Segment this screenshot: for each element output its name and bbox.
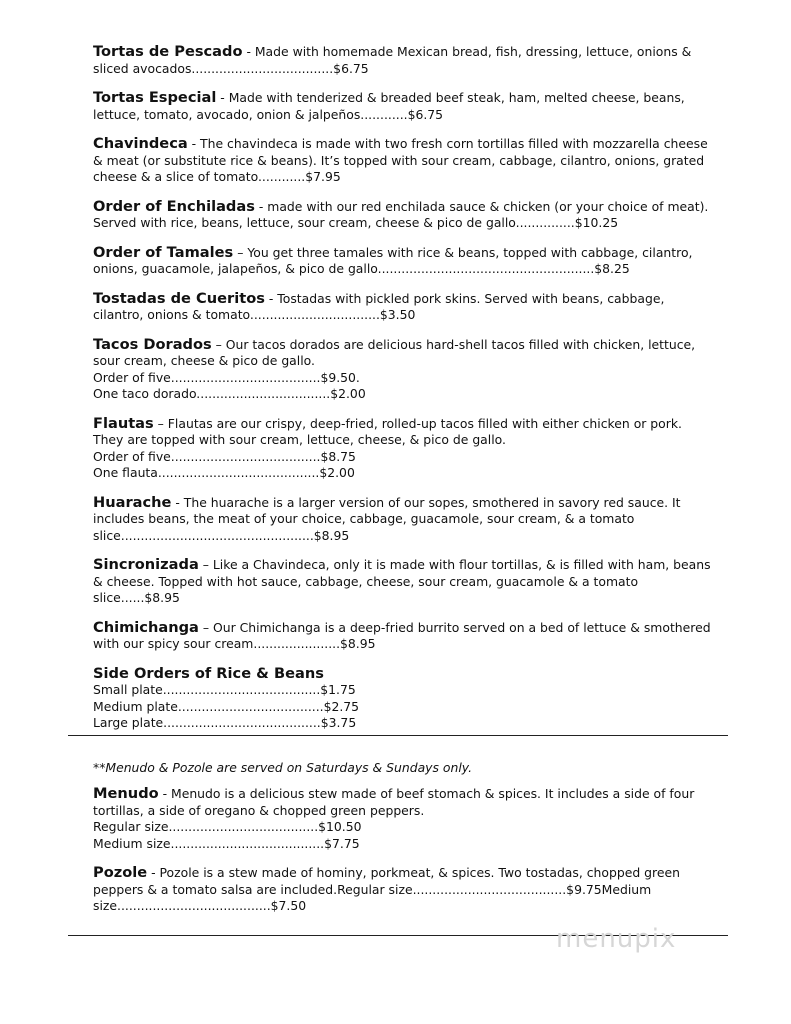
menu-item-description: - Made with homemade Mexican bread, fish, dressing, lettuce, onions & sliced avocados....................................$6.75 xyxy=(93,44,692,76)
menu-item-description: - Made with tenderized & breaded beef steak, ham, melted cheese, beans, lettuce, tomato, avocado, onion & jalpeños............$6.75 xyxy=(93,90,685,122)
menu-item-name: Pozole xyxy=(93,864,148,881)
menu-item-description: – Our Chimichanga is a deep-fried burrito served on a bed of lettuce & smothered with our spicy sour cream......................$8.95 xyxy=(93,619,711,651)
menu-item-price-line: Order of five......................................$9.50. xyxy=(93,369,360,385)
menu-item-name: Menudo xyxy=(93,785,159,802)
menu-top-section xyxy=(93,44,713,746)
menu-item xyxy=(93,786,713,852)
menu-item-description: – You get three tamales with rice & beans, topped with cabbage, cilantro, onions, guacamole, jalapeños, & pico de gallo.......................................................$8.25 xyxy=(93,244,693,276)
menu-item xyxy=(93,557,713,607)
menu-item-name: Tortas Especial xyxy=(93,89,217,106)
menu-item-price-line: One taco dorado..................................$2.00 xyxy=(93,386,366,401)
menu-item-name: Order of Tamales xyxy=(93,243,234,261)
menu-bottom-section xyxy=(93,786,713,929)
menu-item xyxy=(93,44,713,77)
menu-item xyxy=(93,199,713,232)
section-divider xyxy=(68,735,728,736)
menu-item-name: Chavindeca xyxy=(93,135,188,152)
menu-item xyxy=(93,90,713,123)
menu-item xyxy=(93,620,713,653)
menu-item-name: Tortas de Pescado xyxy=(93,43,243,60)
menu-item-name: Flautas xyxy=(93,414,154,432)
menu-item xyxy=(93,136,713,186)
menu-item xyxy=(93,865,713,915)
menu-item-price-line: Order of five......................................$8.75 xyxy=(93,448,356,464)
menu-item xyxy=(93,245,713,278)
menu-item-description: - The chavindeca is made with two fresh corn tortillas filled with mozzarella cheese & meat (or substitute rice & beans). It’s topped with sour cream, cabbage, cilantro, onions, grated cheese & a slice of tomato............$7.95 xyxy=(93,136,708,184)
menu-item-price-line: Regular size......................................$10.50 xyxy=(93,819,362,834)
menu-item-price-line: Medium plate.....................................$2.75 xyxy=(93,698,360,714)
menu-item-name: Order of Enchiladas xyxy=(93,197,255,215)
menu-item-price-line: Medium size.......................................$7.75 xyxy=(93,835,360,851)
menu-item-name: Sincronizada xyxy=(93,556,199,573)
menu-item-description: – Flautas are our crispy, deep-fried, rolled-up tacos filled with either chicken or pork. They are topped with sour cream, lettuce, cheese, & pico de gallo. xyxy=(93,415,682,447)
menu-item-description: - Tostadas with pickled pork skins. Served with beans, cabbage, cilantro, onions & tomato.................................$3.50 xyxy=(93,290,665,322)
menu-item xyxy=(93,291,713,324)
menu-item-price-line: One flauta.........................................$2.00 xyxy=(93,465,355,480)
menu-item-name: Tostadas de Cueritos xyxy=(93,289,265,307)
menu-item-description: – Our tacos dorados are delicious hard-shell tacos filled with chicken, lettuce, sour cream, cheese & pico de gallo. xyxy=(93,336,696,368)
menu-item-description: - made with our red enchilada sauce & chicken (or your choice of meat). Served with rice, beans, lettuce, sour cream, cheese & pico de gallo...............$10.25 xyxy=(93,198,709,230)
menu-item-description: - Menudo is a delicious stew made of beef stomach & spices. It includes a side of four tortillas, a side of oregano & chopped green peppers. xyxy=(93,786,695,818)
watermark-logo: menupix xyxy=(556,924,677,954)
menu-item-price-line: Large plate........................................$3.75 xyxy=(93,715,357,730)
weekend-note: **Menudo & Pozole are served on Saturdays & Sundays only. xyxy=(93,760,473,775)
menu-item-name: Chimichanga xyxy=(93,618,199,636)
menu-item xyxy=(93,416,713,482)
menu-item-name: Huarache xyxy=(93,493,172,511)
menu-item-description: - The huarache is a larger version of our sopes, smothered in savory red sauce. It includes beans, the meat of your choice, cabbage, guacamole, sour cream, & a tomato slice.................................................$8.95 xyxy=(93,494,681,543)
menu-item-name: Side Orders of Rice & Beans xyxy=(93,664,324,682)
menu-item xyxy=(93,666,713,732)
menu-item-name: Tacos Dorados xyxy=(93,335,212,353)
menu-item-price-line: Small plate........................................$1.75 xyxy=(93,682,356,697)
menu-item xyxy=(93,337,713,403)
menu-item xyxy=(93,495,713,545)
menu-item-description: – Like a Chavindeca, only it is made with flour tortillas, & is filled with ham, beans & cheese. Topped with hot sauce, cabbage, cheese, sour cream, guacamole & a tomato slice......$8.95 xyxy=(93,557,711,605)
menu-item-description: - Pozole is a stew made of hominy, porkmeat, & spices. Two tostadas, chopped green peppers & a tomato salsa are included.Regular size.......................................$9.75Medium size.......................................$7.50 xyxy=(93,865,680,913)
